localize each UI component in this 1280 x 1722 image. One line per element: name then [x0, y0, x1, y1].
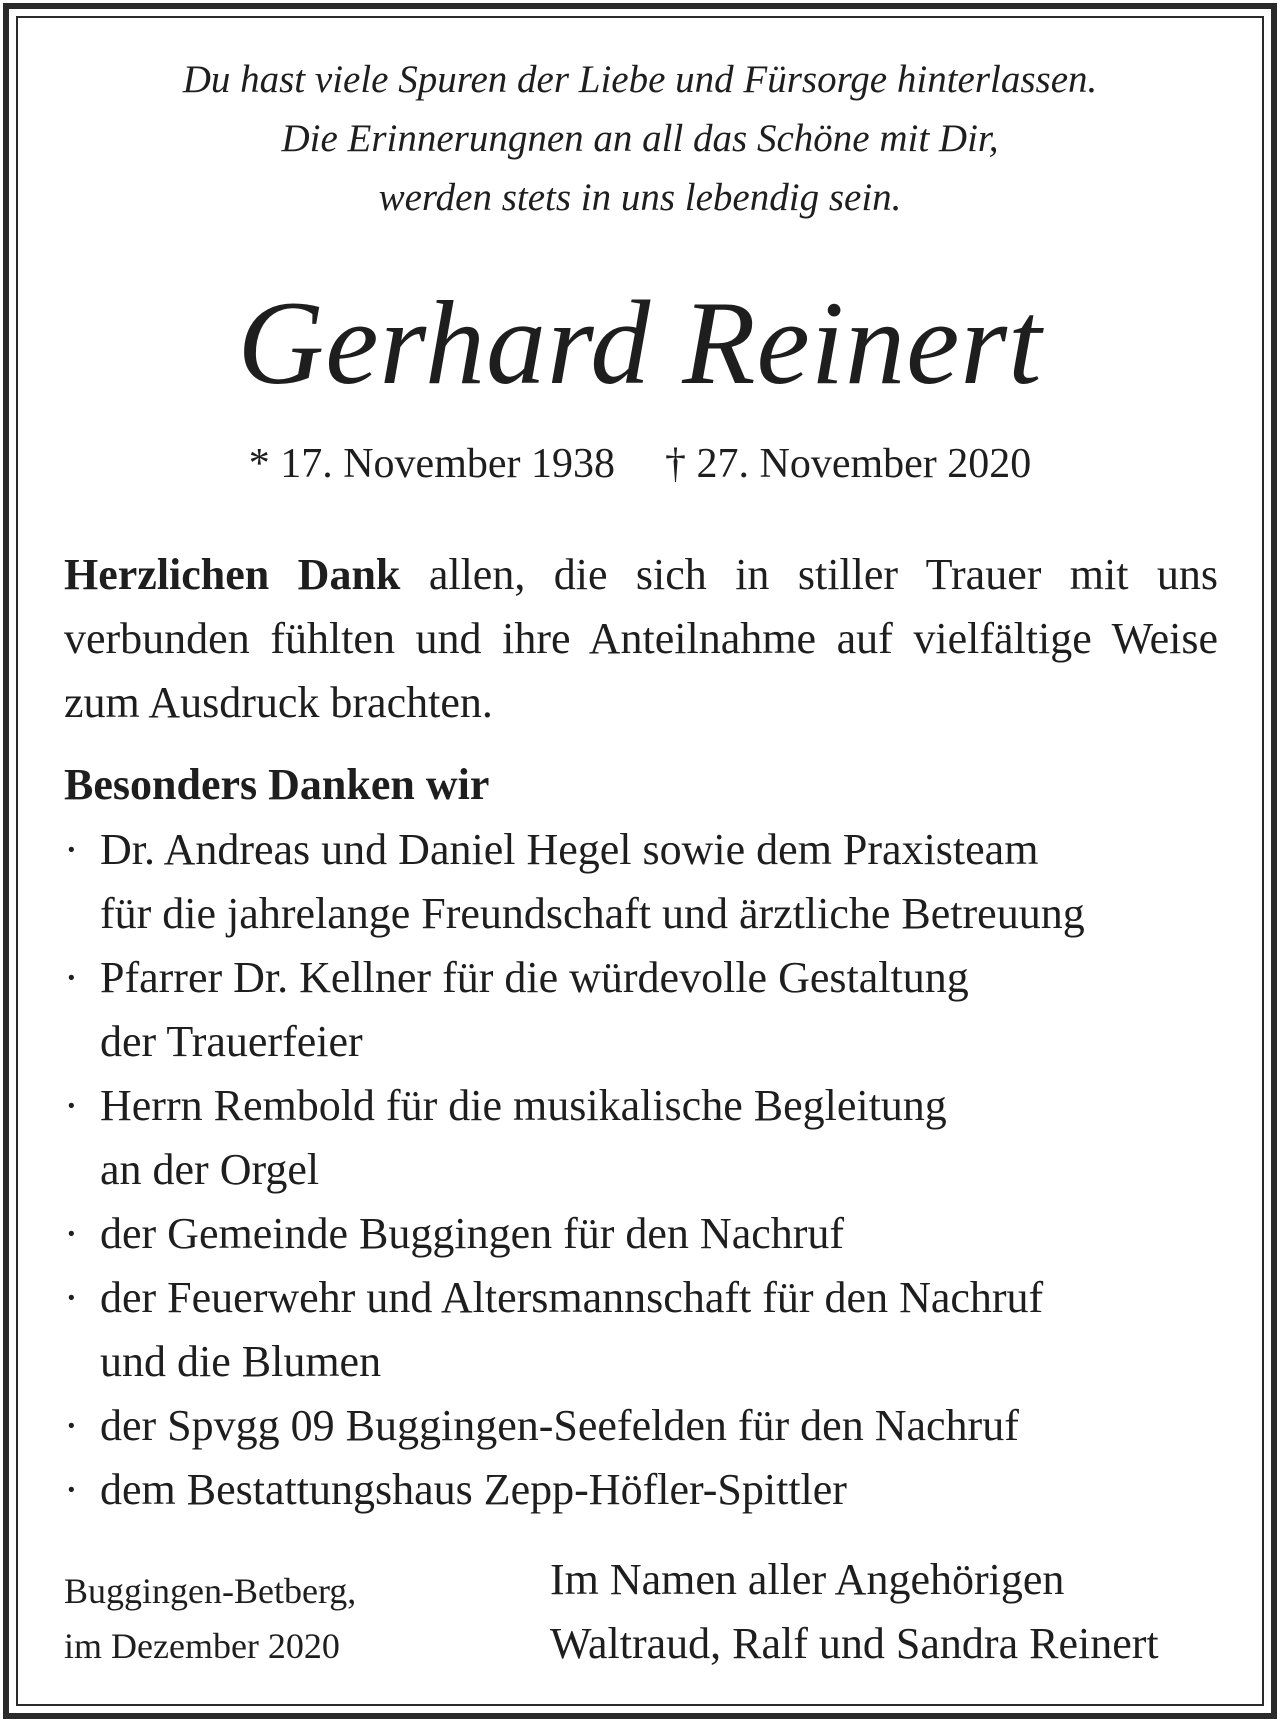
- verse-line-2: Die Erinnerungnen an all das Schöne mit Dir,: [281, 117, 999, 160]
- bullet-icon: ·: [64, 1465, 79, 1514]
- place-and-date: [64, 1564, 356, 1674]
- bullet-icon: ·: [64, 1401, 79, 1450]
- bullet-icon: ·: [64, 1081, 79, 1130]
- list-item-text: der Feuerwehr und Altersmannschaft für den Nachruf und die Blumen: [100, 1273, 1044, 1386]
- bullet-icon: ·: [64, 1273, 79, 1322]
- thanks-text: allen, die sich in stiller Trauer mit uns verbunden fühlten und ihre Anteilnahme auf vielfältige Weise zum Ausdruck brachten.: [64, 550, 1219, 727]
- deceased-name: Gerhard Reinert: [237, 276, 1043, 409]
- verse-line-3: werden stets in uns lebendig sein.: [378, 176, 902, 219]
- place-line: Buggingen-Betberg,: [64, 1571, 357, 1611]
- list-item: [64, 946, 1244, 1074]
- list-item: [64, 1202, 1244, 1266]
- signers-names: Waltraud, Ralf und Sandra Reinert: [550, 1619, 1159, 1668]
- signers: [550, 1548, 1159, 1676]
- signers-intro: Im Namen aller Angehörigen: [550, 1555, 1065, 1604]
- special-thanks-list: [64, 818, 1244, 1522]
- death-date: † 27. November 2020: [665, 441, 1032, 487]
- month-line: im Dezember 2020: [64, 1626, 340, 1666]
- list-item-text: Dr. Andreas und Daniel Hegel sowie dem Praxisteam für die jahrelange Freundschaft und ärztliche Betreuung: [100, 825, 1085, 938]
- thanks-paragraph: [64, 543, 1218, 735]
- birth-date: * 17. November 1938: [248, 441, 615, 487]
- list-item-text: dem Bestattungshaus Zepp-Höfler-Spittler: [100, 1465, 847, 1514]
- list-item: [64, 818, 1244, 946]
- list-item-text: der Gemeinde Buggingen für den Nachruf: [100, 1209, 845, 1258]
- list-item-text: der Spvgg 09 Buggingen-Seefelden für den Nachruf: [100, 1401, 1019, 1450]
- list-item-text: Herrn Rembold für die musikalische Begleitung an der Orgel: [100, 1081, 947, 1194]
- special-thanks-title: Besonders Danken wir: [64, 760, 490, 809]
- list-item: [64, 1266, 1244, 1394]
- list-item: [64, 1074, 1244, 1202]
- bullet-icon: ·: [64, 825, 79, 874]
- verse-line-1: Du hast viele Spuren der Liebe und Fürsorge hinterlassen.: [182, 58, 1098, 101]
- bullet-icon: ·: [64, 1209, 79, 1258]
- list-item: [64, 1458, 1244, 1522]
- life-dates: [0, 438, 1280, 490]
- thanks-lead: Herzlichen Dank: [64, 550, 401, 599]
- list-item: [64, 1394, 1244, 1458]
- bullet-icon: ·: [64, 953, 79, 1002]
- list-item-text: Pfarrer Dr. Kellner für die würdevolle Gestaltung der Trauerfeier: [100, 953, 969, 1066]
- memorial-verse: [0, 50, 1280, 227]
